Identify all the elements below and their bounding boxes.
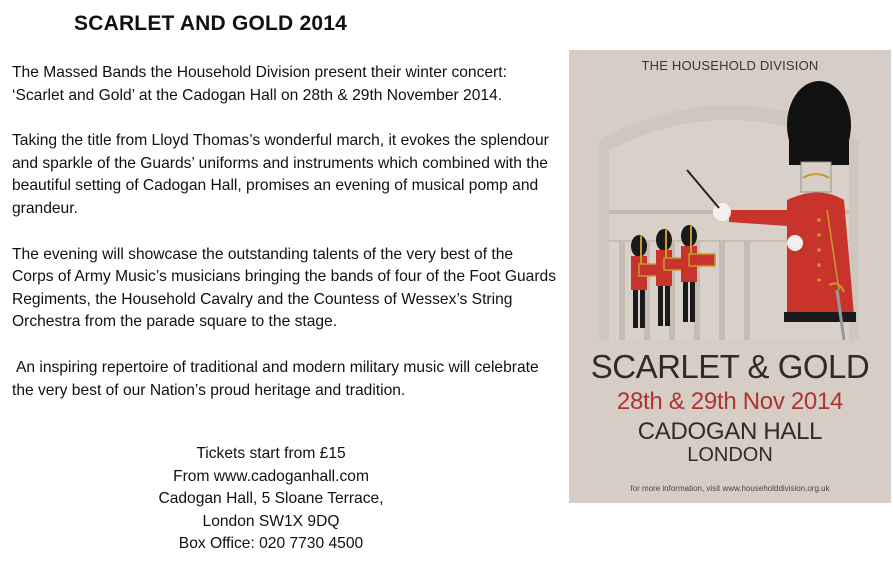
poster-headline: SCARLET & GOLD (590, 348, 870, 385)
ticket-website: From www.cadoganhall.com (173, 467, 369, 485)
paragraph-title-origin: Taking the title from Lloyd Thomas’s wonderful march, it evokes the splendour and sparkle of the Guards’ uniforms and instruments which combined with the beautiful setting of Cadogan Hall, promises an evening of musical pomp and grandeur. (12, 132, 549, 217)
poster-info-link: for more information, visit www.householddivision.org.uk (630, 484, 830, 493)
paragraph-repertoire: An inspiring repertoire of traditional and modern military music will celebrate the very best of our Nation’s proud heritage and tradition. (12, 358, 539, 399)
poster-venue: CADOGAN HALL (637, 418, 823, 445)
poster-organiser: THE HOUSEHOLD DIVISION (641, 58, 819, 73)
ticket-info (140, 443, 402, 556)
article-body (12, 62, 557, 425)
venue-address: Cadogan Hall, 5 Sloane Terrace, (158, 490, 384, 508)
box-office-phone: Box Office: 020 7730 4500 (178, 535, 364, 553)
page-title: SCARLET AND GOLD 2014 (74, 12, 347, 35)
ticket-price: Tickets start from £15 (196, 445, 346, 462)
poster-dates: 28th & 29th Nov 2014 (616, 388, 844, 415)
concert-poster (569, 50, 891, 503)
paragraph-intro: The Massed Bands the Household Division present their winter concert: ‘Scarlet and Gold’ at the Cadogan Hall on 28th & 29th November 2014. (12, 64, 507, 104)
paragraph-showcase: The evening will showcase the outstanding talents of the very best of the Corps of Army Music’s musicians bringing the bands of four of the Foot Guards Regiments, the Household Cavalry and the Countess of Wessex’s String Orchestra from the parade square to the stage. (12, 245, 557, 331)
poster-city: LONDON (687, 444, 773, 466)
venue-postcode: London SW1X 9DQ (202, 512, 340, 530)
